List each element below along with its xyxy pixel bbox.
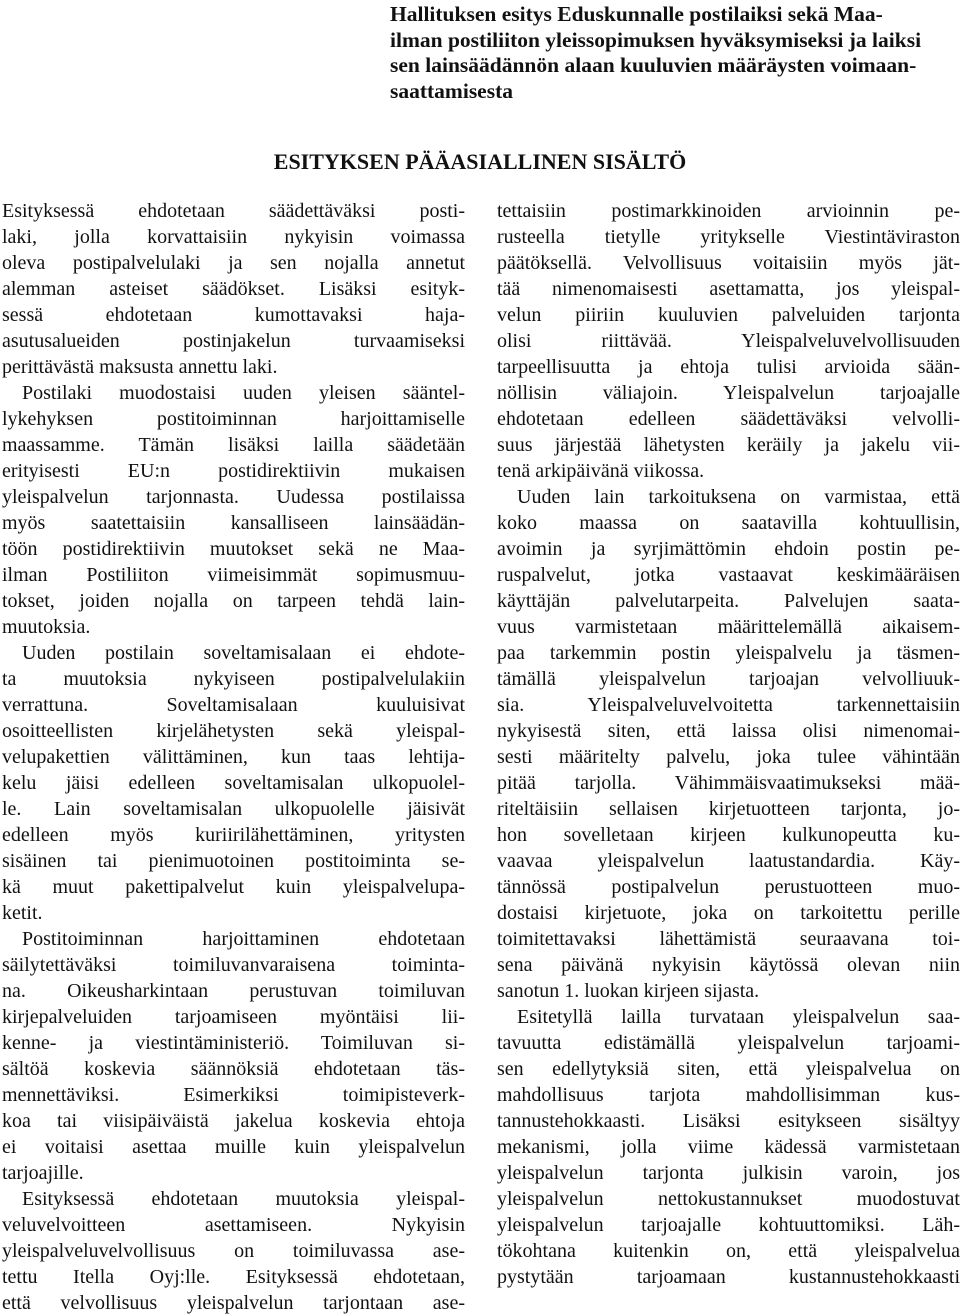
text-line: maassamme. Tämän lisäksi lailla säädetään xyxy=(2,434,465,456)
text-line: erityisesti EU:n postidirektiivin mukaisen xyxy=(2,460,465,482)
text-line: mekanismi, jolla viime kädessä varmistetaan xyxy=(497,1136,960,1158)
text-line: na. Oikeusharkintaan perustuvan toimiluvan xyxy=(2,980,465,1002)
text-line: yleispalvelun tarjonnasta. Uudessa postilaissa xyxy=(2,486,465,508)
text-line: Postilaki muodostaisi uuden yleisen sääntel- xyxy=(22,382,465,404)
text-line: koa tai viisipäiväistä jakelua koskevia ehtoja xyxy=(2,1110,465,1132)
text-line: tavuutta edistämällä yleispalvelun tarjoami- xyxy=(497,1032,960,1054)
title-line: saattamisesta xyxy=(390,78,514,103)
text-line: sältöä koskevia säännöksiä ehdotetaan täs- xyxy=(2,1058,465,1080)
text-line: tökohtana kuitenkin on, että yleispalvelua xyxy=(497,1240,960,1262)
text-line: säilytettäväksi toimiluvanvaraisena toiminta- xyxy=(2,954,465,976)
text-line: hon sovelletaan kirjeen kulkunopeutta ku- xyxy=(497,824,960,846)
text-line: velun piiriin kuuluvien palveluiden tarjonta xyxy=(497,304,960,326)
text-line: vuus varmistetaan määrittelemällä aikaisem- xyxy=(497,616,960,638)
text-line: Esityksessä ehdotetaan säädettäväksi posti- xyxy=(2,200,465,222)
text-line: alemman asteiset säädökset. Lisäksi esityk- xyxy=(2,278,465,300)
text-line: edelleen myös kuriirilähettäminen, yritysten xyxy=(2,824,465,846)
text-line: toimitettavaksi lähettämistä seuraavana toi- xyxy=(497,928,960,950)
text-line: sesti määritelty palvelu, joka tulee vähintään xyxy=(497,746,960,768)
text-line: Esityksessä ehdotetaan muutoksia yleispal- xyxy=(22,1188,465,1210)
text-line: ehdotetaan edelleen säädettäväksi velvolli- xyxy=(497,408,960,430)
text-line: kelu jäisi edelleen soveltamisalan ulkopuolel- xyxy=(2,772,465,794)
text-line: sen edellytyksiä siten, että yleispalvelua on xyxy=(497,1058,960,1080)
section-heading: ESITYKSEN PÄÄASIALLINEN SISÄLTÖ xyxy=(273,149,687,174)
document-title xyxy=(390,2,955,104)
text-line: tannustehokkaasti. Lisäksi esitykseen sisältyy xyxy=(497,1110,960,1132)
text-line: avoimin ja syrjimättömin ehdoin postin pe- xyxy=(497,538,960,560)
text-line: tännössä postipalvelun perustuotteen muo- xyxy=(497,876,960,898)
text-line: nöllisin väliajoin. Yleispalvelun tarjoajalle xyxy=(497,382,960,404)
right-text-column xyxy=(497,198,960,1290)
text-line: kenne- ja viestintäministeriö. Toimiluvan si- xyxy=(2,1032,465,1054)
text-line: tenä arkipäivänä viikossa. xyxy=(497,460,705,482)
text-line: pystytään tarjoamaan kustannustehokkaasti xyxy=(497,1266,960,1288)
text-line: tarpeellisuutta ja ehtoja tulisi arvioida sään- xyxy=(497,356,960,378)
text-line: lykehyksen postitoiminnan harjoittamiselle xyxy=(2,408,465,430)
text-line: verrattuna. Soveltamisalaan kuuluisivat xyxy=(2,694,465,716)
text-line: sessä ehdotetaan kumottavaksi haja- xyxy=(2,304,465,326)
text-line: dostaisi kirjetuote, joka on tarkoitettu perille xyxy=(497,902,960,924)
text-line: tokset, joiden nojalla on tarpeen tehdä lain- xyxy=(2,590,465,612)
text-line: sena päivänä nykyisin käytössä olevan niin xyxy=(497,954,960,976)
text-line: ruspalvelut, jotka vastaavat keskimääräisen xyxy=(497,564,960,586)
text-line: sisäinen tai pienimuotoinen postitoiminta se- xyxy=(2,850,465,872)
text-line: myös saatettaisiin kansalliseen lainsäädän- xyxy=(2,512,465,534)
text-line: Uuden lain tarkoituksena on varmistaa, että xyxy=(517,486,960,508)
text-line: osoitteellisten kirjelähetysten sekä yleispal- xyxy=(2,720,465,742)
text-line: tää nimenomaisesti asettamatta, jos yleispal- xyxy=(497,278,960,300)
text-line: yleispalveluvelvollisuus on toimiluvassa ase- xyxy=(2,1240,465,1262)
text-line: mennettäviksi. Esimerkiksi toimipisteverk- xyxy=(2,1084,465,1106)
text-line: yleispalvelun nettokustannukset muodostuvat xyxy=(497,1188,960,1210)
text-line: nykyisestä siten, että laissa olisi nimenomai- xyxy=(497,720,960,742)
text-line: tarjoajille. xyxy=(2,1162,84,1184)
text-line: riteltäisiin sellaisen kirjetuotteen tarjonta, jo- xyxy=(497,798,960,820)
text-line: Uuden postilain soveltamisalaan ei ehdote- xyxy=(22,642,465,664)
text-line: Esitetyllä lailla turvataan yleispalvelun saa- xyxy=(517,1006,960,1028)
text-line: ketit. xyxy=(2,902,43,924)
text-line: veluvelvoitteen asettamiseen. Nykyisin xyxy=(2,1214,465,1236)
text-line: olisi riittävää. Yleispalveluvelvollisuuden xyxy=(497,330,960,352)
text-line: Postitoiminnan harjoittaminen ehdotetaan xyxy=(22,928,465,950)
text-line: le. Lain soveltamisalan ulkopuolelle jäisivät xyxy=(2,798,465,820)
text-line: kirjepalveluiden tarjoamiseen myöntäisi lii- xyxy=(2,1006,465,1028)
text-line: laki, jolla korvattaisiin nykyisin voimassa xyxy=(2,226,465,248)
title-line: sen lainsäädännön alaan kuuluvien määräysten voimaan- xyxy=(390,53,917,77)
text-line: tettu Itella Oyj:lle. Esityksessä ehdotetaan, xyxy=(2,1266,465,1288)
text-line: että velvollisuus yleispalvelun tarjontaan ase- xyxy=(2,1292,465,1314)
text-line: pitää tarjolla. Vähimmäisvaatimukseksi mää- xyxy=(497,772,960,794)
text-line: käyttäjän palvelutarpeita. Palvelujen saata- xyxy=(497,590,960,612)
text-line: ilman Postiliiton viimeisimmät sopimusmuu- xyxy=(2,564,465,586)
text-line: suus järjestää lähetysten keräily ja jakelu vii- xyxy=(497,434,960,456)
text-line: töön postidirektiivin muutokset sekä ne Maa- xyxy=(2,538,465,560)
text-line: yleispalvelun tarjonta julkisin varoin, jos xyxy=(497,1162,960,1184)
text-line: ei voitaisi asettaa muille kuin yleispalvelun xyxy=(2,1136,465,1158)
title-line: Hallituksen esitys Eduskunnalle postilaiksi sekä Maa- xyxy=(390,2,883,26)
text-line: rusteella tietylle yritykselle Viestintäviraston xyxy=(497,226,960,248)
text-line: tämällä yleispalvelun tarjoajan velvolliuuk- xyxy=(497,668,960,690)
text-line: kä muut pakettipalvelut kuin yleispalvelupa- xyxy=(2,876,465,898)
text-line: koko maassa on saatavilla kohtuullisin, xyxy=(497,512,960,534)
text-line: ta muutoksia nykyiseen postipalvelulakiin xyxy=(2,668,465,690)
text-line: muutoksia. xyxy=(2,616,91,638)
text-line: mahdollisuus tarjota mahdollisimman kus- xyxy=(497,1084,960,1106)
text-line: vaavaa yleispalvelun laatustandardia. Käy- xyxy=(497,850,960,872)
title-line: ilman postiliiton yleissopimuksen hyväksymiseksi ja laiksi xyxy=(390,27,922,52)
text-line: paa tarkemmin postin yleispalvelu ja täsmen- xyxy=(497,642,960,664)
text-line: sanotun 1. luokan kirjeen sijasta. xyxy=(497,980,760,1002)
text-line: tettaisiin postimarkkinoiden arvioinnin pe- xyxy=(497,200,960,222)
text-line: oleva postipalvelulaki ja sen nojalla annetut xyxy=(2,252,465,274)
text-line: asutusalueiden postinjakelun turvaamiseksi xyxy=(2,330,465,352)
text-line: perittävästä maksusta annettu laki. xyxy=(2,356,278,378)
text-line: velupakettien välittäminen, kun taas lehtija- xyxy=(2,746,465,768)
left-text-column xyxy=(2,198,465,1316)
text-line: yleispalvelun tarjoajalle kohtuuttomiksi. Läh- xyxy=(497,1214,960,1236)
text-line: sia. Yleispalveluvelvoitetta tarkennettaisiin xyxy=(497,694,960,716)
text-line: päätöksellä. Velvollisuus voitaisiin myös jät- xyxy=(497,252,960,274)
